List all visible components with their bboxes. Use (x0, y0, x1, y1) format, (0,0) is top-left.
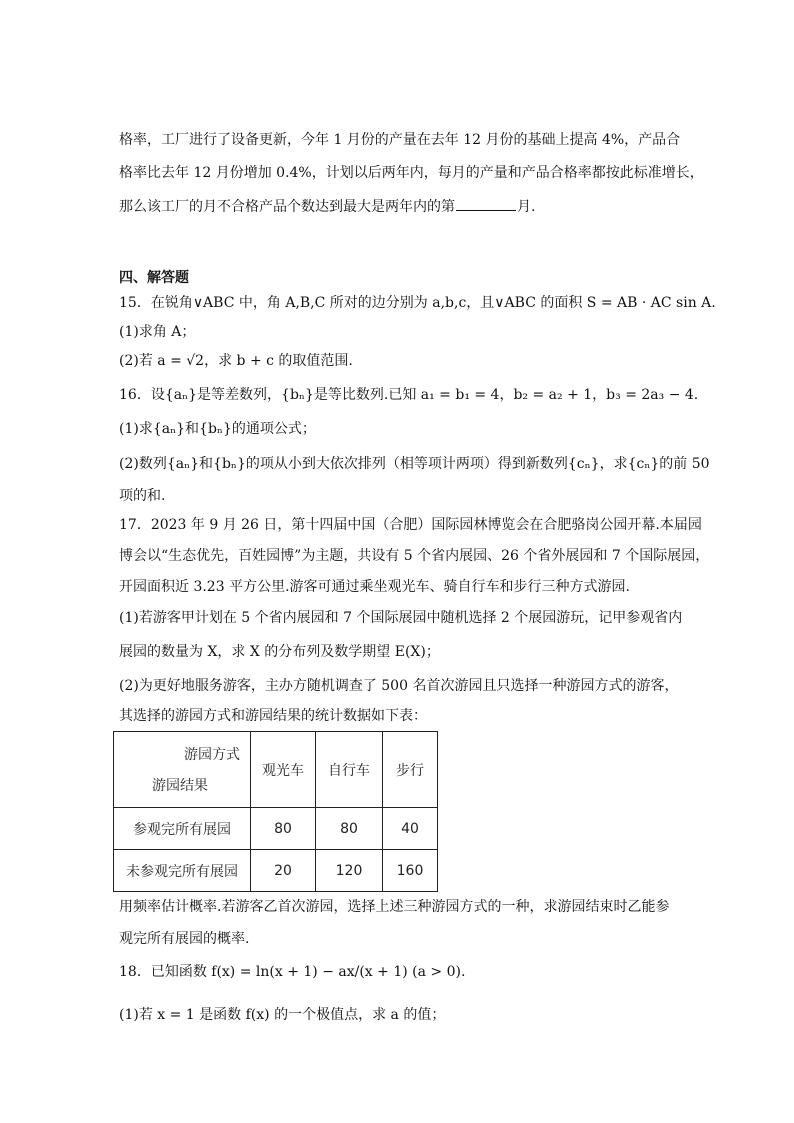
q17-part-2-line-2: 其选择的游园方式和游园结果的统计数据如下表： (119, 708, 427, 724)
table-corner-cell (114, 732, 251, 808)
intro-line-3-end: 月. (517, 199, 536, 215)
stats-table (113, 731, 438, 892)
q17-after-line-2: 观完所有展园的概率. (119, 931, 250, 947)
table-row (114, 850, 438, 892)
corner-bottom-label: 游园结果 (152, 778, 208, 794)
q15-part-1: (1)求角 A； (119, 324, 196, 340)
q16-part-2-line-1: (2)数列{aₙ}和{bₙ}的项从小到大依次排列（相等项计两项）得到新数列{cₙ}，求{cₙ}的前 50 (119, 456, 710, 472)
intro-line-1: 格率，工厂进行了设备更新，今年 1 月份的产量在去年 12 月份的基础上提高 4%，产品合 (119, 132, 681, 148)
column-header: 步行 (383, 732, 438, 808)
column-header: 自行车 (316, 732, 383, 808)
intro-line-2: 格率比去年 12 月份增加 0.4%，计划以后两年内，每月的产量和产品合格率都按此标准增长， (119, 165, 704, 181)
q17-after-line-1: 用频率估计概率.若游客乙首次游园，选择上述三种游园方式的一种，求游园结束时乙能参 (119, 899, 670, 915)
row-label: 未参观完所有展园 (114, 850, 251, 892)
table-cell: 80 (251, 808, 316, 850)
intro-line-3-text: 那么该工厂的月不合格产品个数达到最大是两年内的第 (119, 199, 455, 215)
section-title: 四、解答题 (119, 270, 189, 286)
q17-line-3: 开园面积近 3.23 平方公里.游客可通过乘坐观光车、骑自行车和步行三种方式游园. (119, 579, 630, 595)
table-cell: 160 (383, 850, 438, 892)
table-row (114, 808, 438, 850)
table-cell: 80 (316, 808, 383, 850)
q16-part-2-line-2: 项的和. (119, 488, 166, 504)
table-cell: 40 (383, 808, 438, 850)
q17-part-1-line-2: 展园的数量为 X，求 X 的分布列及数学期望 E(X)； (119, 644, 440, 660)
corner-top-label: 游园方式 (184, 747, 240, 763)
q18-stem: 18．已知函数 f(x) = ln(x + 1) − ax/(x + 1) (a > 0). (119, 964, 466, 980)
q17-line-1: 17．2023 年 9 月 26 日，第十四届中国（合肥）国际园林博览会在合肥骆岗公园开幕.本届园 (119, 517, 702, 533)
table-cell: 20 (251, 850, 316, 892)
q17-part-2-line-1: (2)为更好地服务游客，主办方随机调查了 500 名首次游园且只选择一种游园方式的游客， (119, 678, 679, 694)
answer-blank[interactable] (456, 196, 516, 211)
q18-part-1: (1)若 x = 1 是函数 f(x) 的一个极值点，求 a 的值； (119, 1007, 446, 1023)
q16-stem: 16．设{aₙ}是等差数列，{bₙ}是等比数列.已知 a₁ = b₁ = 4，b₂ = a₂ + 1，b₃ = 2a₃ − 4. (119, 387, 699, 403)
q16-part-1: (1)求{aₙ}和{bₙ}的通项公式； (119, 421, 316, 437)
column-header: 观光车 (251, 732, 316, 808)
q15-stem: 15．在锐角∨ABC 中，角 A,B,C 所对的边分别为 a,b,c，且∨ABC 的面积 S = AB · AC sin A. (119, 295, 716, 311)
q17-line-2: 博会以“生态优先，百姓园博”为主题，共设有 5 个省内展园、26 个省外展园和 7 个国际展园， (119, 548, 710, 564)
q17-part-1-line-1: (1)若游客甲计划在 5 个省内展园和 7 个国际展园中随机选择 2 个展园游玩，记甲参观省内 (119, 610, 683, 626)
table-cell: 120 (316, 850, 383, 892)
q15-part-2: (2)若 a = √2，求 b + c 的取值范围. (119, 353, 353, 369)
row-label: 参观完所有展园 (114, 808, 251, 850)
intro-line-3 (119, 196, 535, 217)
